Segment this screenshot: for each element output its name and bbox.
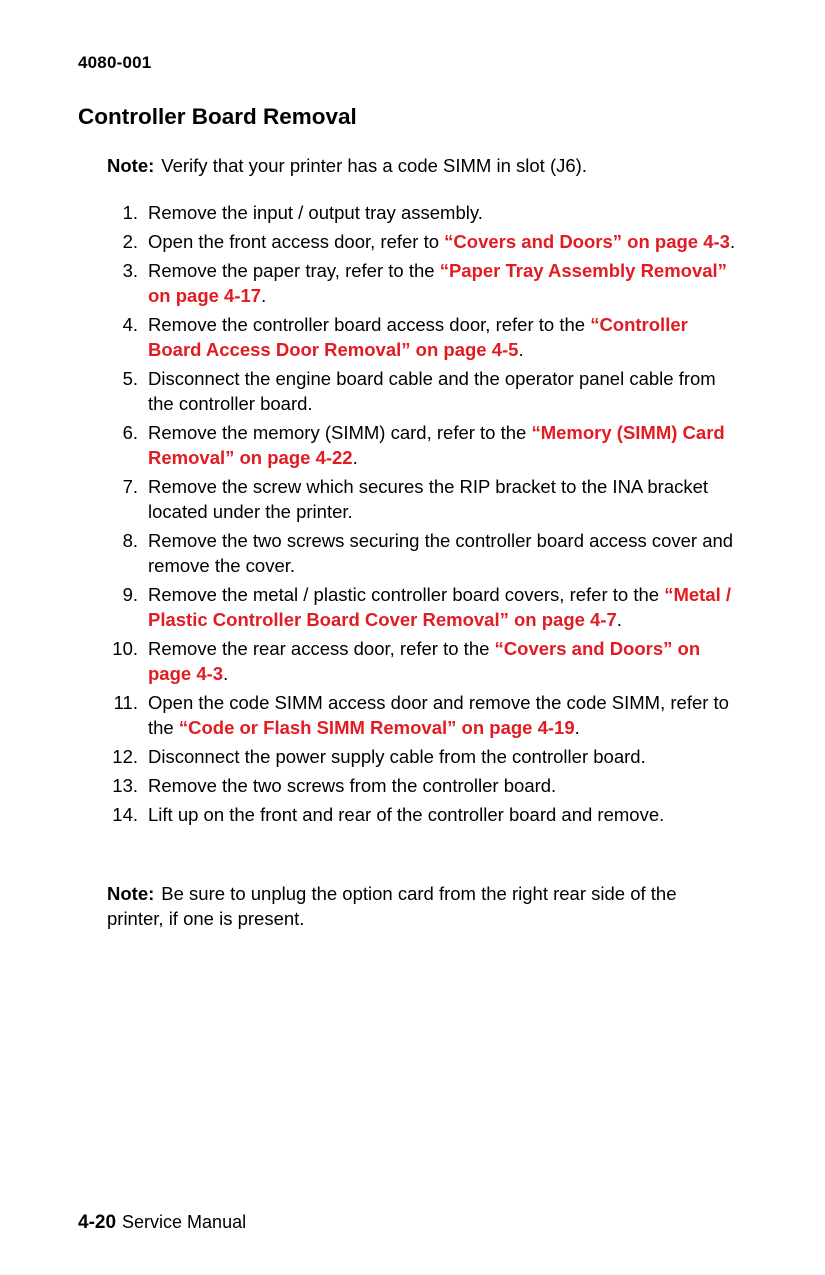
note-top <box>107 153 737 178</box>
cross-reference-link[interactable]: “Covers and Doors” on page 4-3 <box>444 231 730 252</box>
step-item <box>104 200 744 225</box>
step-item <box>104 528 744 578</box>
step-item <box>104 802 744 827</box>
step-number: 3. <box>122 260 138 281</box>
note-text: Be sure to unplug the option card from the right rear side of the printer, if one is present. <box>107 883 677 929</box>
step-text: Remove the input / output tray assembly. <box>148 202 483 223</box>
step-text: Remove the screw which secures the RIP bracket to the INA bracket located under the printer. <box>148 476 709 522</box>
cross-reference-link[interactable]: “Code or Flash SIMM Removal” on page 4-19 <box>178 717 575 738</box>
step-text: Open the front access door, refer to <box>148 231 445 252</box>
cross-reference-link[interactable]: “Metal / Plastic Controller Board Cover Removal” on page 4-7 <box>148 584 732 630</box>
note-label: Note: <box>107 883 155 904</box>
note-label: Note: <box>107 155 155 176</box>
step-text: Remove the rear access door, refer to the <box>148 638 495 659</box>
cross-reference-link[interactable]: “Controller Board Access Door Removal” on page 4-5 <box>148 314 688 360</box>
procedure-steps <box>104 200 744 831</box>
cross-reference-link[interactable]: “Covers and Doors” on page 4-3 <box>148 638 701 684</box>
step-item <box>104 690 744 740</box>
document-id: 4080-001 <box>78 53 152 72</box>
note-bottom <box>107 881 737 931</box>
step-punctuation: . <box>352 447 358 468</box>
step-number: 8. <box>122 530 138 551</box>
step-number: 14. <box>112 804 138 825</box>
page-number: 4-20 <box>78 1212 117 1233</box>
manual-title: Service Manual <box>122 1212 247 1232</box>
step-punctuation: . <box>616 609 622 630</box>
cross-reference-link[interactable]: “Memory (SIMM) Card Removal” on page 4-22 <box>148 422 725 468</box>
step-item <box>104 366 744 416</box>
step-punctuation: . <box>223 663 229 684</box>
page-footer <box>78 1212 246 1234</box>
step-number: 9. <box>122 584 138 605</box>
step-number: 13. <box>112 775 138 796</box>
step-text: Open the code SIMM access door and remove the code SIMM, refer to the <box>148 692 729 738</box>
step-number: 10. <box>112 638 138 659</box>
step-text: Remove the metal / plastic controller board covers, refer to the <box>148 584 665 605</box>
step-item <box>104 229 744 254</box>
step-text: Disconnect the engine board cable and the operator panel cable from the controller board. <box>148 368 716 414</box>
section-title: Controller Board Removal <box>78 104 357 129</box>
step-punctuation: . <box>261 285 267 306</box>
step-text: Remove the two screws from the controller board. <box>148 775 557 796</box>
step-item <box>104 258 744 308</box>
step-text: Lift up on the front and rear of the controller board and remove. <box>148 804 665 825</box>
step-item <box>104 474 744 524</box>
step-text: Disconnect the power supply cable from the controller board. <box>148 746 646 767</box>
step-number: 2. <box>122 231 138 252</box>
step-item <box>104 636 744 686</box>
step-item <box>104 744 744 769</box>
step-item <box>104 312 744 362</box>
step-text: Remove the paper tray, refer to the <box>148 260 440 281</box>
step-punctuation: . <box>574 717 580 738</box>
step-punctuation: . <box>729 231 736 252</box>
step-number: 7. <box>122 476 138 497</box>
step-number: 4. <box>122 314 138 335</box>
step-number: 1. <box>122 202 138 223</box>
step-item <box>104 420 744 470</box>
cross-reference-link[interactable]: “Paper Tray Assembly Removal” on page 4-17 <box>148 260 727 306</box>
step-text: Remove the memory (SIMM) card, refer to the <box>148 422 532 443</box>
step-number: 6. <box>122 422 138 443</box>
step-text: Remove the controller board access door, refer to the <box>148 314 591 335</box>
step-item <box>104 582 744 632</box>
step-text: Remove the two screws securing the controller board access cover and remove the cover. <box>148 530 734 576</box>
note-text: Verify that your printer has a code SIMM in slot (J6). <box>161 155 587 176</box>
step-number: 5. <box>122 368 138 389</box>
step-punctuation: . <box>518 339 524 360</box>
step-number: 11. <box>113 692 138 713</box>
step-item <box>104 773 744 798</box>
step-number: 12. <box>112 746 138 767</box>
